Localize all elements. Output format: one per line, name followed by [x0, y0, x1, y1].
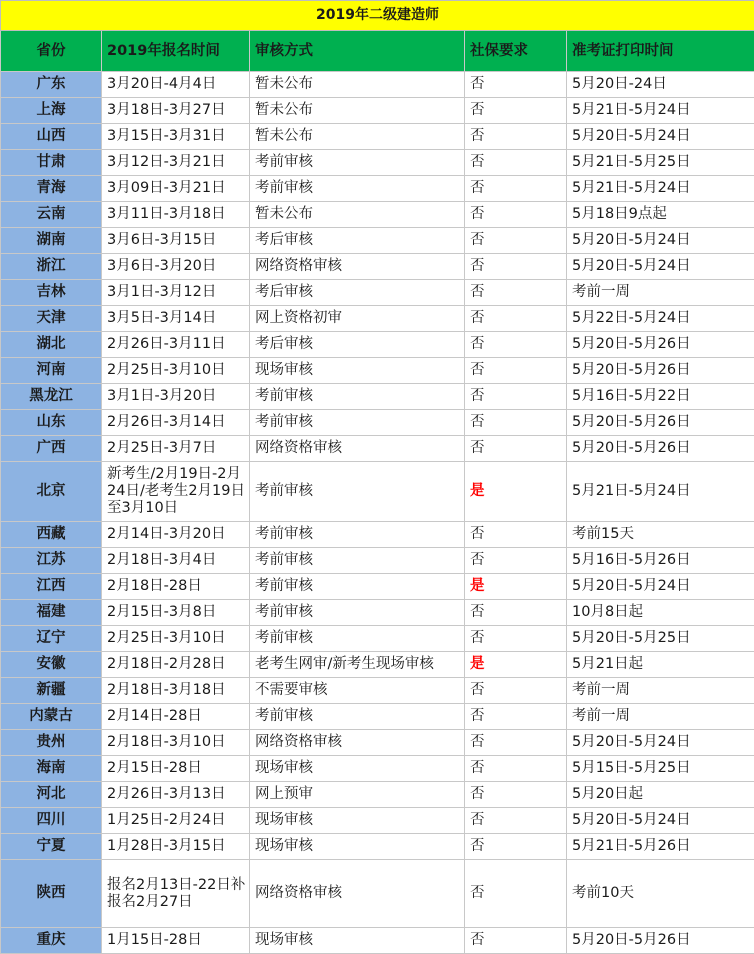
social-security-cell: 否 — [465, 124, 567, 150]
social-security-cell: 否 — [465, 522, 567, 548]
registration-time-cell: 2月26日-3月13日 — [102, 782, 250, 808]
review-method-cell: 暂未公布 — [250, 202, 465, 228]
registration-time-cell: 2月14日-3月20日 — [102, 522, 250, 548]
registration-time-cell: 2月18日-2月28日 — [102, 652, 250, 678]
province-cell: 广东 — [1, 72, 102, 98]
review-method-cell: 考后审核 — [250, 228, 465, 254]
province-cell: 河北 — [1, 782, 102, 808]
social-security-cell: 否 — [465, 280, 567, 306]
table-row — [1, 652, 754, 678]
province-cell: 江苏 — [1, 548, 102, 574]
province-cell: 天津 — [1, 306, 102, 332]
review-method-cell: 网上预审 — [250, 782, 465, 808]
admit-card-time-cell: 5月21日-5月25日 — [567, 150, 754, 176]
admit-card-time-cell: 5月20日-5月24日 — [567, 254, 754, 280]
table-row — [1, 730, 754, 756]
header-social-security: 社保要求 — [465, 31, 567, 72]
admit-card-time-cell: 考前一周 — [567, 704, 754, 730]
title-row — [1, 1, 754, 31]
registration-time-cell: 2月26日-3月14日 — [102, 410, 250, 436]
table-row — [1, 124, 754, 150]
social-security-cell: 否 — [465, 834, 567, 860]
review-method-cell: 考前审核 — [250, 462, 465, 522]
province-cell: 青海 — [1, 176, 102, 202]
table-row — [1, 410, 754, 436]
province-cell: 浙江 — [1, 254, 102, 280]
province-cell: 甘肃 — [1, 150, 102, 176]
review-method-cell: 暂未公布 — [250, 72, 465, 98]
review-method-cell: 考前审核 — [250, 176, 465, 202]
social-security-cell: 否 — [465, 860, 567, 928]
admit-card-time-cell: 5月16日-5月26日 — [567, 548, 754, 574]
table-title: 2019年二级建造师 — [1, 1, 754, 31]
registration-time-cell: 3月15日-3月31日 — [102, 124, 250, 150]
social-security-cell: 否 — [465, 228, 567, 254]
admit-card-time-cell: 5月20日-5月26日 — [567, 436, 754, 462]
social-security-cell: 否 — [465, 436, 567, 462]
review-method-cell: 网络资格审核 — [250, 860, 465, 928]
table-row — [1, 436, 754, 462]
registration-time-cell: 2月25日-3月10日 — [102, 626, 250, 652]
table-row — [1, 306, 754, 332]
admit-card-time-cell: 5月20日-5月26日 — [567, 358, 754, 384]
header-admit-card-time: 准考证打印时间 — [567, 31, 754, 72]
review-method-cell: 考后审核 — [250, 280, 465, 306]
admit-card-time-cell: 5月20日-24日 — [567, 72, 754, 98]
table-row — [1, 228, 754, 254]
province-cell: 云南 — [1, 202, 102, 228]
table-row — [1, 202, 754, 228]
registration-time-cell: 2月25日-3月10日 — [102, 358, 250, 384]
province-cell: 陕西 — [1, 860, 102, 928]
header-row — [1, 31, 754, 72]
registration-time-cell: 2月18日-3月10日 — [102, 730, 250, 756]
registration-time-cell: 2月18日-28日 — [102, 574, 250, 600]
table-row — [1, 574, 754, 600]
admit-card-time-cell: 5月20日-5月24日 — [567, 124, 754, 150]
admit-card-time-cell: 考前一周 — [567, 280, 754, 306]
table-row — [1, 928, 754, 954]
table-row — [1, 756, 754, 782]
registration-time-cell: 3月1日-3月12日 — [102, 280, 250, 306]
registration-time-cell: 2月25日-3月7日 — [102, 436, 250, 462]
review-method-cell: 网络资格审核 — [250, 436, 465, 462]
admit-card-time-cell: 5月20日-5月26日 — [567, 332, 754, 358]
registration-time-cell: 1月25日-2月24日 — [102, 808, 250, 834]
review-method-cell: 考前审核 — [250, 150, 465, 176]
social-security-cell: 否 — [465, 756, 567, 782]
province-cell: 山东 — [1, 410, 102, 436]
social-security-cell: 否 — [465, 332, 567, 358]
province-cell: 安徽 — [1, 652, 102, 678]
table-row — [1, 280, 754, 306]
review-method-cell: 现场审核 — [250, 928, 465, 954]
social-security-cell: 否 — [465, 176, 567, 202]
social-security-cell: 是 — [465, 462, 567, 522]
registration-time-cell: 3月09日-3月21日 — [102, 176, 250, 202]
table-row — [1, 176, 754, 202]
review-method-cell: 考前审核 — [250, 410, 465, 436]
registration-time-cell: 1月28日-3月15日 — [102, 834, 250, 860]
table-row — [1, 358, 754, 384]
admit-card-time-cell: 5月20日起 — [567, 782, 754, 808]
header-review-method: 审核方式 — [250, 31, 465, 72]
province-cell: 福建 — [1, 600, 102, 626]
registration-time-cell: 3月12日-3月21日 — [102, 150, 250, 176]
registration-time-cell: 2月26日-3月11日 — [102, 332, 250, 358]
table-row — [1, 462, 754, 522]
province-cell: 吉林 — [1, 280, 102, 306]
admit-card-time-cell: 5月18日9点起 — [567, 202, 754, 228]
review-method-cell: 现场审核 — [250, 756, 465, 782]
admit-card-time-cell: 5月20日-5月25日 — [567, 626, 754, 652]
admit-card-time-cell: 考前10天 — [567, 860, 754, 928]
review-method-cell: 老考生网审/新考生现场审核 — [250, 652, 465, 678]
admit-card-time-cell: 5月21日-5月26日 — [567, 834, 754, 860]
province-cell: 江西 — [1, 574, 102, 600]
admit-card-time-cell: 5月22日-5月24日 — [567, 306, 754, 332]
table-row — [1, 860, 754, 928]
admit-card-time-cell: 5月16日-5月22日 — [567, 384, 754, 410]
table-row — [1, 678, 754, 704]
registration-time-cell: 新考生/2月19日-2月24日/老考生2月19日至3月10日 — [102, 462, 250, 522]
review-method-cell: 考前审核 — [250, 522, 465, 548]
review-method-cell: 考前审核 — [250, 548, 465, 574]
review-method-cell: 考前审核 — [250, 384, 465, 410]
admit-card-time-cell: 5月21日-5月24日 — [567, 176, 754, 202]
social-security-cell: 否 — [465, 384, 567, 410]
registration-time-cell: 3月20日-4月4日 — [102, 72, 250, 98]
admit-card-time-cell: 5月21日-5月24日 — [567, 462, 754, 522]
province-cell: 上海 — [1, 98, 102, 124]
review-method-cell: 考前审核 — [250, 600, 465, 626]
province-cell: 河南 — [1, 358, 102, 384]
registration-time-cell: 1月15日-28日 — [102, 928, 250, 954]
admit-card-time-cell: 考前15天 — [567, 522, 754, 548]
admit-card-time-cell: 5月20日-5月24日 — [567, 808, 754, 834]
header-registration-time: 2019年报名时间 — [102, 31, 250, 72]
province-cell: 西藏 — [1, 522, 102, 548]
review-method-cell: 暂未公布 — [250, 124, 465, 150]
social-security-cell: 否 — [465, 928, 567, 954]
social-security-cell: 否 — [465, 254, 567, 280]
registration-time-cell: 3月5日-3月14日 — [102, 306, 250, 332]
social-security-cell: 否 — [465, 704, 567, 730]
social-security-cell: 否 — [465, 306, 567, 332]
admit-card-time-cell: 考前一周 — [567, 678, 754, 704]
admit-card-time-cell: 5月20日-5月26日 — [567, 410, 754, 436]
admit-card-time-cell: 5月20日-5月24日 — [567, 730, 754, 756]
review-method-cell: 现场审核 — [250, 358, 465, 384]
social-security-cell: 否 — [465, 150, 567, 176]
table-row — [1, 600, 754, 626]
review-method-cell: 网络资格审核 — [250, 730, 465, 756]
admit-card-time-cell: 5月15日-5月25日 — [567, 756, 754, 782]
social-security-cell: 否 — [465, 358, 567, 384]
registration-time-cell: 3月18日-3月27日 — [102, 98, 250, 124]
social-security-cell: 否 — [465, 548, 567, 574]
province-cell: 宁夏 — [1, 834, 102, 860]
review-method-cell: 现场审核 — [250, 808, 465, 834]
table-row — [1, 704, 754, 730]
registration-time-cell: 2月18日-3月4日 — [102, 548, 250, 574]
admit-card-time-cell: 5月20日-5月24日 — [567, 228, 754, 254]
admit-card-time-cell: 5月21日-5月24日 — [567, 98, 754, 124]
province-cell: 湖南 — [1, 228, 102, 254]
registration-time-cell: 3月6日-3月15日 — [102, 228, 250, 254]
registration-time-cell: 2月18日-3月18日 — [102, 678, 250, 704]
admit-card-time-cell: 5月21日起 — [567, 652, 754, 678]
table-row — [1, 782, 754, 808]
header-province: 省份 — [1, 31, 102, 72]
registration-time-cell: 3月6日-3月20日 — [102, 254, 250, 280]
social-security-cell: 否 — [465, 678, 567, 704]
table-row — [1, 254, 754, 280]
province-cell: 黑龙江 — [1, 384, 102, 410]
review-method-cell: 网络资格审核 — [250, 254, 465, 280]
province-cell: 北京 — [1, 462, 102, 522]
social-security-cell: 否 — [465, 782, 567, 808]
table-row — [1, 834, 754, 860]
province-cell: 贵州 — [1, 730, 102, 756]
social-security-cell: 否 — [465, 808, 567, 834]
table-row — [1, 332, 754, 358]
province-cell: 新疆 — [1, 678, 102, 704]
registration-time-cell: 报名2月13日-22日补报名2月27日 — [102, 860, 250, 928]
province-cell: 四川 — [1, 808, 102, 834]
table-row — [1, 626, 754, 652]
registration-time-cell: 3月1日-3月20日 — [102, 384, 250, 410]
province-cell: 辽宁 — [1, 626, 102, 652]
table-row — [1, 98, 754, 124]
social-security-cell: 否 — [465, 600, 567, 626]
registration-time-cell: 2月15日-28日 — [102, 756, 250, 782]
table-row — [1, 384, 754, 410]
social-security-cell: 否 — [465, 410, 567, 436]
table-row — [1, 150, 754, 176]
admit-card-time-cell: 10月8日起 — [567, 600, 754, 626]
admit-card-time-cell: 5月20日-5月24日 — [567, 574, 754, 600]
province-cell: 山西 — [1, 124, 102, 150]
registration-time-cell: 2月14日-28日 — [102, 704, 250, 730]
registration-time-cell: 3月11日-3月18日 — [102, 202, 250, 228]
review-method-cell: 不需要审核 — [250, 678, 465, 704]
province-cell: 广西 — [1, 436, 102, 462]
review-method-cell: 考前审核 — [250, 574, 465, 600]
review-method-cell: 考后审核 — [250, 332, 465, 358]
table-row — [1, 808, 754, 834]
registration-time-cell: 2月15日-3月8日 — [102, 600, 250, 626]
social-security-cell: 否 — [465, 626, 567, 652]
social-security-cell: 否 — [465, 202, 567, 228]
review-method-cell: 暂未公布 — [250, 98, 465, 124]
table-row — [1, 72, 754, 98]
review-method-cell: 考前审核 — [250, 626, 465, 652]
review-method-cell: 考前审核 — [250, 704, 465, 730]
social-security-cell: 是 — [465, 652, 567, 678]
province-cell: 重庆 — [1, 928, 102, 954]
social-security-cell: 否 — [465, 72, 567, 98]
social-security-cell: 是 — [465, 574, 567, 600]
province-cell: 湖北 — [1, 332, 102, 358]
province-cell: 内蒙古 — [1, 704, 102, 730]
social-security-cell: 否 — [465, 730, 567, 756]
table-row — [1, 548, 754, 574]
review-method-cell: 网上资格初审 — [250, 306, 465, 332]
table-row — [1, 522, 754, 548]
social-security-cell: 否 — [465, 98, 567, 124]
province-cell: 海南 — [1, 756, 102, 782]
admit-card-time-cell: 5月20日-5月26日 — [567, 928, 754, 954]
review-method-cell: 现场审核 — [250, 834, 465, 860]
